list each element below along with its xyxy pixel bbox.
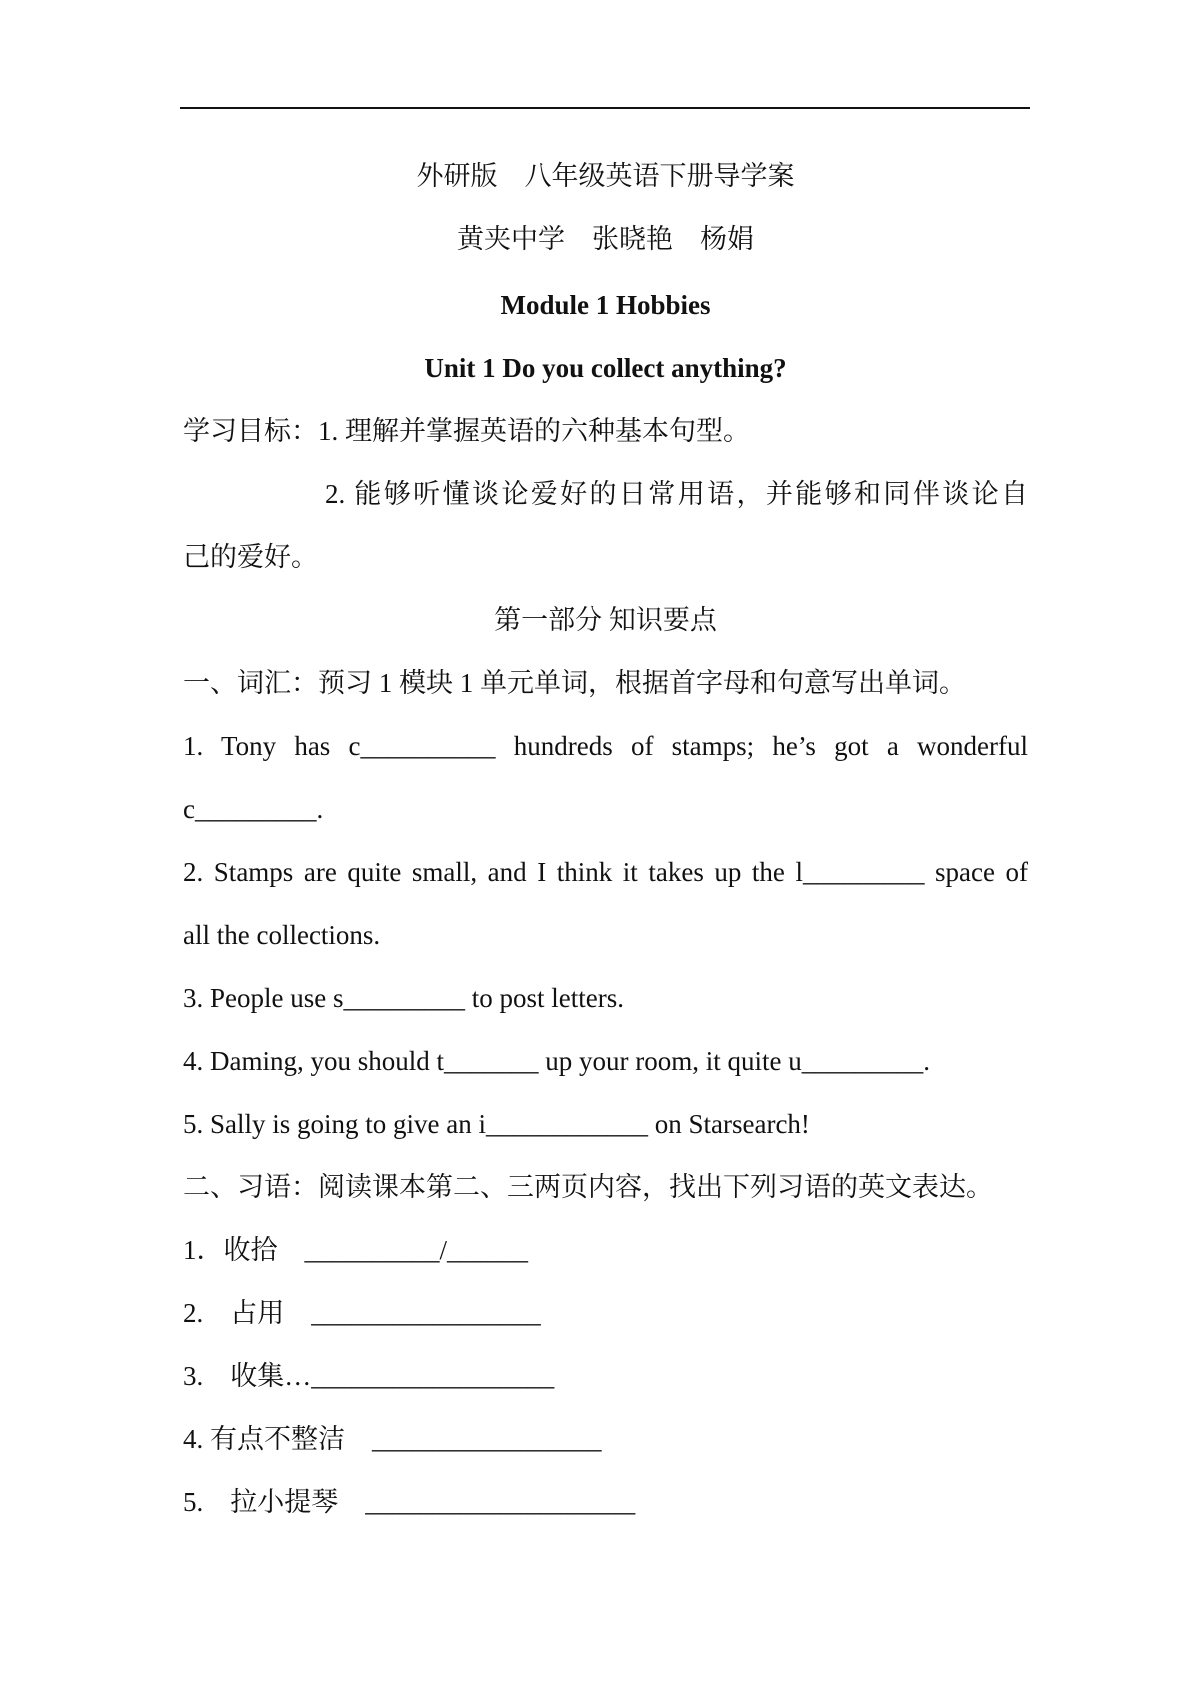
vocab-question-2: 2. Stamps are quite small, and I think it takes up the l_________ space of — [183, 857, 1028, 887]
phrase-item-3: 3. 收集…__________________ — [183, 1361, 555, 1391]
vocab-question-5: 5. Sally is going to give an i____________ on Starsearch! — [183, 1109, 810, 1139]
objective-line-3: 己的爱好。 — [183, 542, 318, 572]
objective-line-2: 2. 能够听懂谈论爱好的日常用语，并能够和同伴谈论自 — [325, 479, 1028, 509]
unit-title: Unit 1 Do you collect anything? — [424, 353, 787, 383]
document-title: 外研版 八年级英语下册导学案 — [416, 161, 795, 191]
vocab-question-1: 1. Tony has c__________ hundreds of stamps; he’s got a wonderful — [183, 731, 1028, 761]
vocab-question-2-cont: all the collections. — [183, 920, 381, 950]
vocab-question-3: 3. People use s_________ to post letters. — [183, 983, 624, 1013]
module-title: Module 1 Hobbies — [500, 290, 711, 320]
top-rule — [180, 107, 1030, 109]
phrase-item-4: 4. 有点不整洁 _________________ — [183, 1424, 602, 1454]
part1-heading: 第一部分 知识要点 — [494, 605, 717, 635]
phrase-item-5: 5. 拉小提琴 ____________________ — [183, 1487, 636, 1517]
vocab-question-4: 4. Daming, you should t_______ up your room, it quite u_________. — [183, 1046, 930, 1076]
vocab-heading: 一、词汇：预习 1 模块 1 单元单词，根据首字母和句意写出单词。 — [183, 668, 966, 698]
phrase-item-1: 1．收拾 __________/______ — [183, 1235, 529, 1265]
objective-line-1: 学习目标：1. 理解并掌握英语的六种基本句型。 — [183, 416, 750, 446]
phrase-item-2: 2. 占用 _________________ — [183, 1298, 541, 1328]
vocab-question-1-cont: c_________. — [183, 794, 324, 824]
phrases-heading: 二、习语：阅读课本第二、三两页内容，找出下列习语的英文表达。 — [183, 1172, 993, 1202]
authors-line: 黄夹中学 张晓艳 杨娟 — [457, 224, 754, 254]
